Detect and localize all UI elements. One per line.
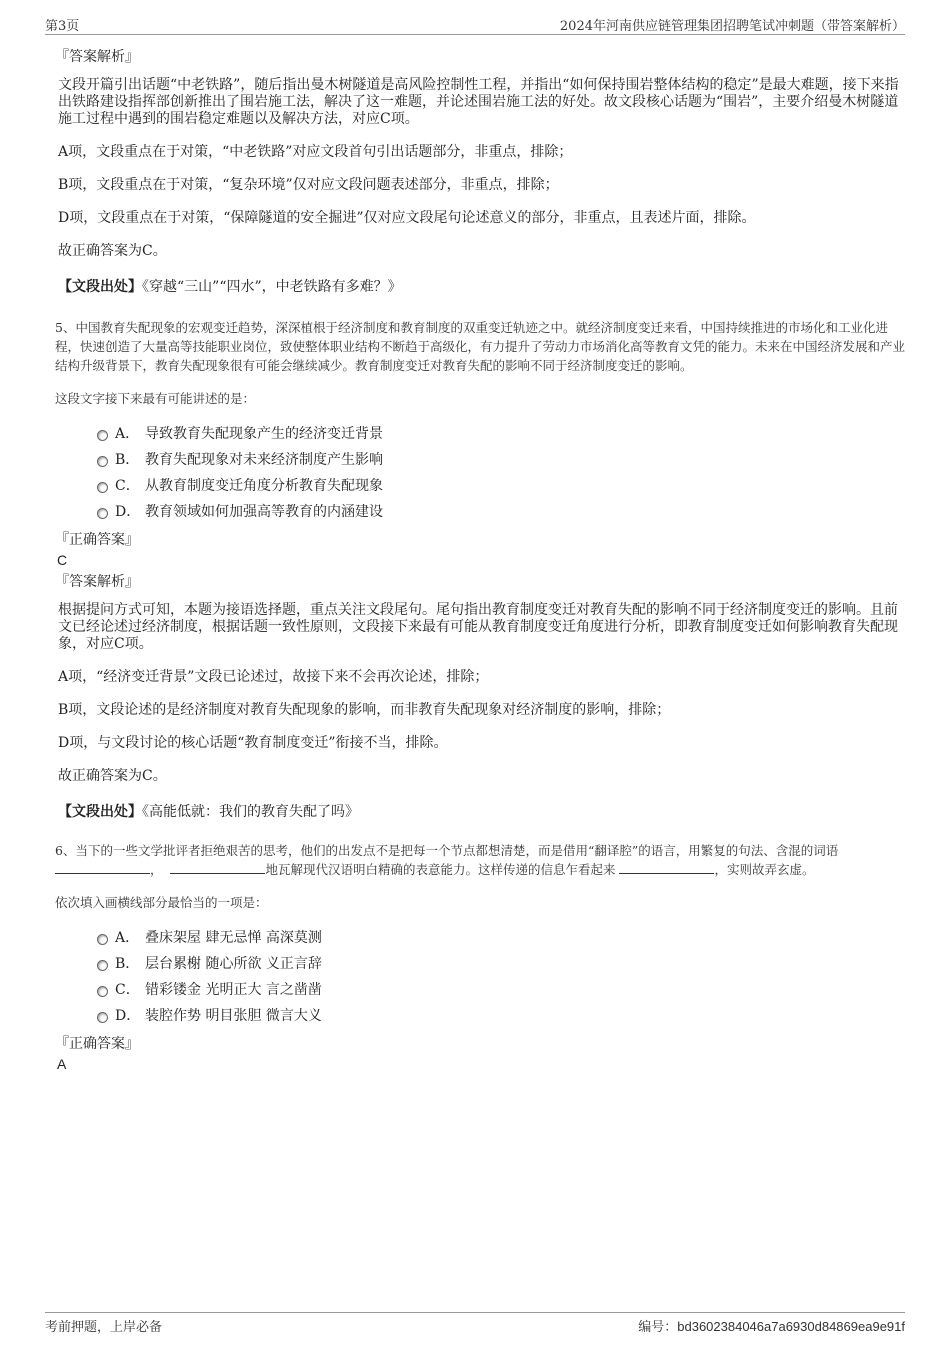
- analysis-item: B项，文段重点在于对策，“复杂环境”仅对应文段问题表述部分，非重点，排除；: [58, 177, 559, 193]
- blank-line: [170, 861, 265, 874]
- source-title: 《高能低就：我们的教育失配了吗》: [142, 804, 359, 820]
- stem-part: ，: [150, 862, 163, 877]
- page-content: [55, 46, 905, 1073]
- option-text: 层台累榭 随心所欲 义正言辞: [145, 956, 322, 972]
- analysis-item: D项，与文段讨论的核心话题“教育制度变迁”衔接不当，排除。: [58, 735, 448, 751]
- radio-icon[interactable]: [97, 482, 108, 493]
- analysis-tag: 『答案解析』: [55, 574, 139, 590]
- analysis-tag: 『答案解析』: [55, 49, 139, 65]
- footer-code: [638, 1316, 905, 1335]
- option-a[interactable]: [55, 925, 905, 951]
- option-c[interactable]: [55, 977, 905, 1003]
- radio-icon[interactable]: [97, 934, 108, 945]
- option-b[interactable]: [55, 447, 905, 473]
- radio-icon[interactable]: [97, 1012, 108, 1023]
- source-label: 【文段出处】: [58, 279, 142, 295]
- option-text: 教育领域如何加强高等教育的内涵建设: [145, 504, 383, 520]
- analysis-item: A项，文段重点在于对策，“中老铁路”对应文段首句引出话题部分，非重点，排除；: [58, 144, 573, 160]
- page-number: 第3页: [45, 19, 80, 34]
- code-label: 编号：: [638, 1320, 678, 1335]
- question-ask: 依次填入画横线部分最恰当的一项是：: [55, 895, 268, 910]
- radio-icon[interactable]: [97, 986, 108, 997]
- radio-icon[interactable]: [97, 456, 108, 467]
- radio-icon[interactable]: [97, 430, 108, 441]
- analysis-item: B项，文段论述的是经济制度对教育失配现象的影响，而非教育失配现象对经济制度的影响，排除；: [58, 702, 671, 718]
- blank-line: [55, 861, 150, 874]
- option-list: [55, 421, 905, 525]
- question-stem: 5、中国教育失配现象的宏观变迁趋势，深深植根于经济制度和教育制度的双重变迁轨迹之中。就经济制度变迁来看，中国持续推进的市场化和工业化进程，快速创造了大量高等技能职业岗位，致使整体职业结构不断趋于高级化，有力提升了劳动力市场消化高等教育文凭的能力。未来在中国经济发展和产业结构升级背景下，教育失配现象很有可能会继续减少。教育制度变迁对教育失配的影响不同于经济制度变迁的影响。: [55, 320, 906, 373]
- option-b[interactable]: [55, 951, 905, 977]
- option-letter: D．: [115, 504, 141, 520]
- option-list: [55, 925, 905, 1029]
- footer-slogan: 考前押题，上岸必备: [45, 1320, 163, 1335]
- code-value: bd3602384046a7a6930d84869ea9e91f: [677, 1319, 905, 1334]
- question-ask: 这段文字接下来最有可能讲述的是：: [55, 391, 256, 406]
- answer-tag: 『正确答案』: [55, 532, 139, 548]
- option-letter: B．: [115, 956, 140, 972]
- analysis-conclusion: 故正确答案为C。: [58, 768, 167, 784]
- answer-value: C: [57, 552, 68, 568]
- document-title: 2024年河南供应链管理集团招聘笔试冲刺题（带答案解析）: [559, 19, 905, 34]
- answer-value: A: [57, 1056, 67, 1072]
- analysis-item: D项，文段重点在于对策，“保障隧道的安全掘进”仅对应文段尾句论述意义的部分，非重点，且表述片面，排除。: [58, 210, 756, 226]
- option-letter: B．: [115, 452, 140, 468]
- source-line: [55, 801, 905, 821]
- option-text: 从教育制度变迁角度分析教育失配现象: [145, 478, 383, 494]
- source-title: 《穿越“三山”“四水”，中老铁路有多难？》: [142, 279, 402, 295]
- radio-icon[interactable]: [97, 508, 108, 519]
- radio-icon[interactable]: [97, 960, 108, 971]
- analysis-text: 文段开篇引出话题“中老铁路”，随后指出曼木树隧道是高风险控制性工程，并指出“如何保持围岩整体结构的稳定”是最大难题，接下来指出铁路建设指挥部创新推出了围岩施工法，解决了这一难题，并论述围岩施工法的好处。故文段核心话题为“围岩”，主要介绍曼木树隧道施工过程中遇到的围岩稳定难题以及解决方法，对应C项。: [58, 77, 899, 127]
- page-footer: [45, 1312, 905, 1333]
- option-a[interactable]: [55, 421, 905, 447]
- option-c[interactable]: [55, 473, 905, 499]
- option-letter: D．: [115, 1008, 141, 1024]
- option-text: 导致教育失配现象产生的经济变迁背景: [145, 426, 383, 442]
- stem-part: 地瓦解现代汉语明白精确的表意能力。这样传递的信息乍看起来: [265, 862, 616, 877]
- option-text: 叠床架屋 肆无忌惮 高深莫测: [145, 930, 322, 946]
- question-stem: [55, 841, 905, 879]
- source-line: [55, 276, 905, 296]
- stem-part: ，实则故弄玄虚。: [714, 862, 815, 877]
- analysis-conclusion: 故正确答案为C。: [58, 243, 167, 259]
- option-letter: C．: [115, 982, 140, 998]
- option-text: 装腔作势 明目张胆 微言大义: [145, 1008, 322, 1024]
- blank-line: [619, 861, 714, 874]
- analysis-item: A项，“经济变迁背景”文段已论述过，故接下来不会再次论述，排除；: [58, 669, 489, 685]
- option-letter: A．: [115, 930, 140, 946]
- option-d[interactable]: [55, 499, 905, 525]
- analysis-text: 根据提问方式可知，本题为接语选择题，重点关注文段尾句。尾句指出教育制度变迁对教育失配的影响不同于经济制度变迁的影响。且前文已经论述过经济制度，根据话题一致性原则，文段接下来最有可能从教育制度变迁角度进行分析，即教育制度变迁如何影响教育失配现象，对应C项。: [58, 602, 898, 652]
- stem-part: 6、当下的一些文学批评者拒绝艰苦的思考，他们的出发点不是把每一个节点都想清楚，而是借用“翻译腔”的语言，用繁复的句法、含混的词语: [55, 843, 839, 858]
- option-text: 教育失配现象对未来经济制度产生影响: [145, 452, 383, 468]
- source-label: 【文段出处】: [58, 804, 142, 820]
- option-letter: A．: [115, 426, 140, 442]
- option-text: 错彩镂金 光明正大 言之凿凿: [145, 982, 322, 998]
- answer-tag: 『正确答案』: [55, 1036, 139, 1052]
- option-d[interactable]: [55, 1003, 905, 1029]
- page-header: [45, 12, 905, 35]
- option-letter: C．: [115, 478, 140, 494]
